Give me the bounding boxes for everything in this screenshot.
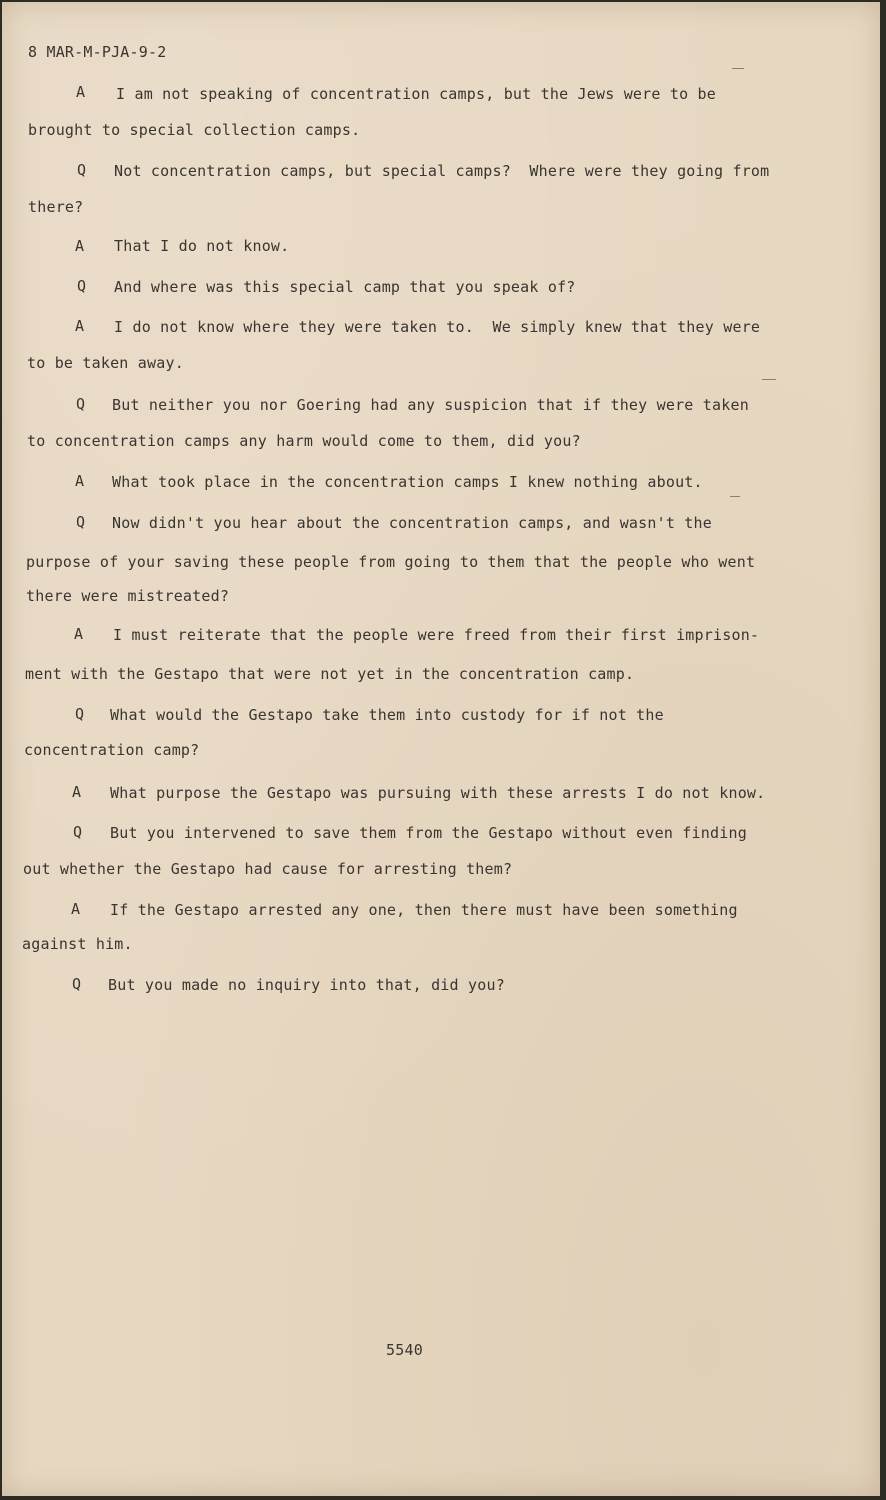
speaker-label: A bbox=[75, 472, 85, 490]
stray-mark bbox=[762, 379, 776, 380]
speaker-label: Q bbox=[75, 705, 85, 723]
testimony-line: And where was this special camp that you speak of? bbox=[114, 278, 576, 296]
speaker-label: Q bbox=[76, 395, 86, 413]
stray-mark bbox=[732, 68, 744, 69]
testimony-line: What purpose the Gestapo was pursuing with these arrests I do not know. bbox=[110, 784, 766, 802]
speaker-label: Q bbox=[77, 277, 87, 295]
speaker-label: Q bbox=[72, 975, 82, 993]
speaker-label: A bbox=[75, 237, 85, 255]
speaker-label: Q bbox=[76, 513, 86, 531]
testimony-line: That I do not know. bbox=[114, 237, 290, 255]
speaker-label: A bbox=[74, 625, 84, 643]
speaker-label: A bbox=[72, 783, 82, 801]
testimony-line: there? bbox=[28, 198, 84, 216]
speaker-label: Q bbox=[73, 823, 83, 841]
stray-mark bbox=[730, 496, 740, 497]
testimony-line: ment with the Gestapo that were not yet in the concentration camp. bbox=[25, 665, 635, 683]
speaker-label: A bbox=[75, 317, 85, 335]
testimony-line: If the Gestapo arrested any one, then there must have been something bbox=[110, 901, 738, 919]
testimony-line: brought to special collection camps. bbox=[28, 121, 361, 139]
testimony-line: Now didn't you hear about the concentration camps, and wasn't the bbox=[112, 514, 712, 532]
testimony-line: I must reiterate that the people were freed from their first imprison- bbox=[113, 626, 760, 644]
testimony-line: out whether the Gestapo had cause for arresting them? bbox=[23, 860, 513, 878]
speaker-label: Q bbox=[77, 161, 87, 179]
document-header: 8 MAR-M-PJA-9-2 bbox=[28, 43, 167, 61]
testimony-line: What would the Gestapo take them into custody for if not the bbox=[110, 706, 664, 724]
speaker-label: A bbox=[71, 900, 81, 918]
testimony-line: concentration camp? bbox=[24, 741, 200, 759]
page-number: 5540 bbox=[386, 1341, 423, 1359]
testimony-line: I do not know where they were taken to. We simply knew that they were bbox=[114, 318, 761, 336]
testimony-line: But neither you nor Goering had any suspicion that if they were taken bbox=[112, 396, 749, 414]
testimony-line: to concentration camps any harm would come to them, did you? bbox=[27, 432, 581, 450]
testimony-line: to be taken away. bbox=[27, 354, 184, 372]
testimony-line: But you intervened to save them from the Gestapo without even finding bbox=[110, 824, 747, 842]
testimony-line: But you made no inquiry into that, did you? bbox=[108, 976, 505, 994]
testimony-line: against him. bbox=[22, 935, 133, 953]
testimony-line: there were mistreated? bbox=[26, 587, 230, 605]
speaker-label: A bbox=[76, 83, 86, 101]
testimony-line: What took place in the concentration camps I knew nothing about. bbox=[112, 473, 703, 491]
testimony-line: I am not speaking of concentration camps, but the Jews were to be bbox=[116, 85, 716, 103]
testimony-line: purpose of your saving these people from going to them that the people who went bbox=[26, 553, 756, 571]
testimony-line: Not concentration camps, but special camps? Where were they going from bbox=[114, 162, 770, 180]
document-page bbox=[2, 2, 880, 1496]
